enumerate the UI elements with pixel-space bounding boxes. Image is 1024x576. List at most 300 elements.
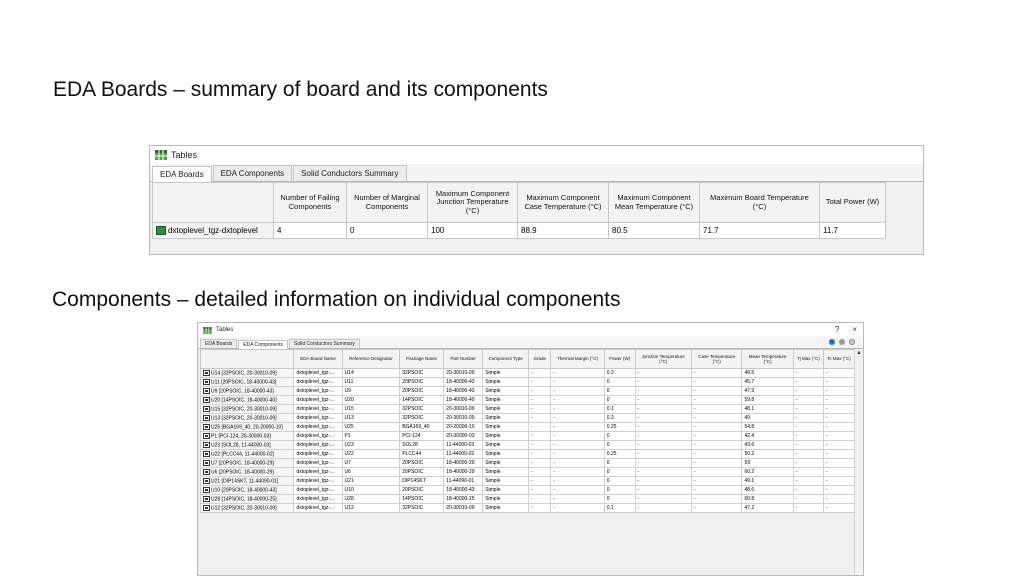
column-header[interactable]: Number of Failing Components xyxy=(274,183,347,223)
column-header[interactable]: Mean Temperature (°C) xyxy=(742,350,793,369)
table-cell[interactable]: SOL28 xyxy=(400,441,444,450)
table-cell[interactable]: - xyxy=(691,396,741,405)
table-cell[interactable]: - xyxy=(691,432,741,441)
table-cell[interactable]: Simple xyxy=(483,459,529,468)
table-cell[interactable]: 100 xyxy=(428,223,518,239)
table-cell[interactable]: 18-40000-43 xyxy=(444,387,483,396)
table-cell[interactable]: - xyxy=(551,378,604,387)
table-cell[interactable]: - xyxy=(529,459,551,468)
table-cell[interactable]: - xyxy=(691,441,741,450)
table-cell[interactable]: 32PSOIC xyxy=(400,405,444,414)
table-cell[interactable]: - xyxy=(551,450,604,459)
table-cell[interactable]: dxtoplevel_tgz-... xyxy=(294,468,342,477)
table-cell[interactable]: 0 xyxy=(604,486,635,495)
component-icon xyxy=(203,469,210,475)
table-cell[interactable]: - xyxy=(635,405,691,414)
table-cell[interactable]: U11 xyxy=(342,378,400,387)
column-header[interactable]: Tj Max (°C) xyxy=(793,350,823,369)
row-header[interactable] xyxy=(201,387,294,396)
tab-eda-components[interactable]: EDA Components xyxy=(238,340,288,349)
table-row[interactable] xyxy=(201,477,855,486)
table-cell[interactable]: dxtoplevel_tgz-... xyxy=(294,387,342,396)
table-cell[interactable]: - xyxy=(793,504,823,513)
table-cell[interactable]: - xyxy=(551,396,604,405)
table-cell[interactable]: 60.2 xyxy=(742,468,793,477)
table-cell[interactable]: 32PSOIC xyxy=(400,369,444,378)
table-cell[interactable]: 0.2 xyxy=(604,414,635,423)
row-header[interactable] xyxy=(201,432,294,441)
table-cell[interactable]: - xyxy=(823,468,854,477)
table-cell[interactable]: U22 xyxy=(342,450,400,459)
table-cell[interactable]: dxtoplevel_tgz-... xyxy=(294,423,342,432)
table-cell[interactable]: - xyxy=(691,504,741,513)
table-row[interactable] xyxy=(201,378,855,387)
table-cell[interactable]: 48.5 xyxy=(742,369,793,378)
info-icon[interactable] xyxy=(829,339,835,345)
table-row[interactable] xyxy=(201,432,855,441)
table-cell[interactable]: Simple xyxy=(483,414,529,423)
table-row[interactable] xyxy=(201,369,855,378)
table-cell[interactable]: - xyxy=(529,477,551,486)
table-cell[interactable]: - xyxy=(793,414,823,423)
table-cell[interactable]: - xyxy=(823,378,854,387)
table-cell[interactable]: - xyxy=(691,450,741,459)
table-cell[interactable]: 47.9 xyxy=(742,387,793,396)
table-cell[interactable]: 0 xyxy=(604,468,635,477)
settings-icon[interactable] xyxy=(839,339,845,345)
table-cell[interactable]: 18-40000-40 xyxy=(444,396,483,405)
table-cell[interactable]: Simple xyxy=(483,504,529,513)
table-cell[interactable]: BGA169_40 xyxy=(400,423,444,432)
table-cell[interactable]: 0 xyxy=(604,495,635,504)
table-cell[interactable]: - xyxy=(823,387,854,396)
tab-eda-components[interactable]: EDA Components xyxy=(213,165,293,181)
table-cell[interactable]: - xyxy=(635,468,691,477)
table-cell[interactable]: - xyxy=(823,432,854,441)
table-cell[interactable]: Simple xyxy=(483,423,529,432)
table-cell[interactable]: 71.7 xyxy=(700,223,820,239)
table-cell[interactable]: - xyxy=(793,405,823,414)
table-cell[interactable]: - xyxy=(691,387,741,396)
table-cell[interactable]: dxtoplevel_tgz-... xyxy=(294,504,342,513)
table-cell[interactable]: dxtoplevel_tgz-... xyxy=(294,450,342,459)
table-cell[interactable]: dxtoplevel_tgz-... xyxy=(294,396,342,405)
row-header[interactable] xyxy=(201,423,294,432)
table-cell[interactable]: - xyxy=(635,441,691,450)
table-cell[interactable]: 0.25 xyxy=(604,450,635,459)
table-cell[interactable]: - xyxy=(793,396,823,405)
table-cell[interactable]: Simple xyxy=(483,396,529,405)
table-cell[interactable]: - xyxy=(635,378,691,387)
row-header[interactable] xyxy=(201,459,294,468)
table-cell[interactable]: - xyxy=(529,495,551,504)
window-controls xyxy=(835,325,857,334)
table-cell[interactable]: - xyxy=(529,486,551,495)
table-cell[interactable]: PLCC44 xyxy=(400,450,444,459)
row-header[interactable] xyxy=(201,495,294,504)
table-cell[interactable]: U10 xyxy=(342,486,400,495)
table-cell[interactable]: - xyxy=(529,504,551,513)
table-row[interactable] xyxy=(201,459,855,468)
table-cell[interactable]: dxtoplevel_tgz-... xyxy=(294,486,342,495)
table-cell[interactable]: - xyxy=(793,495,823,504)
table-cell[interactable]: 59 xyxy=(742,459,793,468)
table-cell[interactable]: - xyxy=(635,450,691,459)
table-cell[interactable]: - xyxy=(529,405,551,414)
table-cell[interactable]: 20PSOIC xyxy=(400,387,444,396)
table-cell[interactable]: - xyxy=(823,459,854,468)
table-cell[interactable]: - xyxy=(691,468,741,477)
column-header[interactable]: Maximum Component Mean Temperature (°C) xyxy=(609,183,700,223)
table-cell[interactable]: - xyxy=(551,369,604,378)
row-header[interactable] xyxy=(201,450,294,459)
table-cell[interactable]: Simple xyxy=(483,405,529,414)
table-cell[interactable]: Simple xyxy=(483,450,529,459)
table-cell[interactable]: U12 xyxy=(342,504,400,513)
table-row[interactable] xyxy=(201,468,855,477)
table-cell[interactable]: - xyxy=(823,450,854,459)
table-cell[interactable]: - xyxy=(823,405,854,414)
table-cell[interactable]: - xyxy=(529,468,551,477)
table-cell[interactable]: - xyxy=(691,414,741,423)
table-cell[interactable]: - xyxy=(635,459,691,468)
table-cell[interactable]: - xyxy=(793,468,823,477)
table-cell[interactable]: U21 xyxy=(342,477,400,486)
table-cell[interactable]: 20-30010-09 xyxy=(444,405,483,414)
table-cell[interactable]: - xyxy=(793,459,823,468)
section-heading-components: Components – detailed information on individual components xyxy=(52,288,621,311)
table-cell[interactable]: 0 xyxy=(604,477,635,486)
table-cell[interactable]: - xyxy=(635,387,691,396)
table-cell[interactable]: U23 xyxy=(342,441,400,450)
table-cell[interactable]: 20-30000-03 xyxy=(444,432,483,441)
table-row[interactable] xyxy=(201,396,855,405)
component-name: U13 [32PSOIC, 20-30010-09] xyxy=(211,415,277,422)
table-cell[interactable]: - xyxy=(691,486,741,495)
table-cell[interactable]: - xyxy=(823,504,854,513)
table-cell[interactable]: dxtoplevel_tgz-... xyxy=(294,369,342,378)
table-row[interactable] xyxy=(201,504,855,513)
table-cell[interactable]: - xyxy=(823,441,854,450)
table-cell[interactable]: Simple xyxy=(483,495,529,504)
table-cell[interactable]: - xyxy=(823,477,854,486)
table-row[interactable] xyxy=(201,495,855,504)
table-cell[interactable]: - xyxy=(551,441,604,450)
window-title: Tables xyxy=(171,150,198,160)
scroll-up-arrow[interactable]: ▲ xyxy=(856,350,862,356)
column-header[interactable]: Junction Temperature (°C) xyxy=(635,350,691,369)
table-cell[interactable]: 49.1 xyxy=(742,477,793,486)
table-cell[interactable]: 18-40000-43 xyxy=(444,378,483,387)
table-cell[interactable]: - xyxy=(793,378,823,387)
table-cell[interactable]: U6 xyxy=(342,468,400,477)
table-cell[interactable]: - xyxy=(635,432,691,441)
column-header[interactable]: Reference Designator xyxy=(342,350,400,369)
column-header[interactable]: Maximum Component Junction Temperature (°C) xyxy=(428,183,518,223)
table-cell[interactable]: - xyxy=(793,486,823,495)
row-header[interactable] xyxy=(201,468,294,477)
table-cell[interactable]: dxtoplevel_tgz-... xyxy=(294,477,342,486)
table-cell[interactable]: 18-40000-25 xyxy=(444,495,483,504)
table-cell[interactable]: - xyxy=(793,423,823,432)
column-header[interactable]: Maximum Component Case Temperature (°C) xyxy=(518,183,609,223)
column-header[interactable]: EDA Board Name xyxy=(294,350,342,369)
table-row[interactable] xyxy=(153,223,886,239)
table-cell[interactable]: 0 xyxy=(604,387,635,396)
table-cell[interactable]: - xyxy=(551,486,604,495)
table-cell[interactable]: - xyxy=(551,504,604,513)
table-cell[interactable]: 0 xyxy=(604,432,635,441)
table-cell[interactable]: 18-40000-29 xyxy=(444,459,483,468)
column-header[interactable]: Case Temperature (°C) xyxy=(691,350,741,369)
component-icon xyxy=(203,406,210,412)
table-cell[interactable]: 0.1 xyxy=(604,405,635,414)
table-cell[interactable]: - xyxy=(691,495,741,504)
row-header[interactable] xyxy=(201,396,294,405)
table-cell[interactable]: 20PSOIC xyxy=(400,468,444,477)
table-cell[interactable]: 47.2 xyxy=(742,504,793,513)
component-icon xyxy=(203,478,210,484)
table-cell[interactable]: - xyxy=(691,423,741,432)
column-header[interactable]: Number of Marginal Components xyxy=(347,183,428,223)
table-cell[interactable]: 0.1 xyxy=(604,504,635,513)
table-cell[interactable]: - xyxy=(635,396,691,405)
table-cell[interactable]: U15 xyxy=(342,405,400,414)
table-cell[interactable]: - xyxy=(529,450,551,459)
table-cell[interactable]: - xyxy=(551,468,604,477)
table-cell[interactable]: 88.9 xyxy=(518,223,609,239)
window-titlebar xyxy=(150,146,923,164)
table-cell[interactable]: - xyxy=(551,414,604,423)
table-cell[interactable]: dxtoplevel_tgz-... xyxy=(294,405,342,414)
table-cell[interactable]: 11-44000-03 xyxy=(444,441,483,450)
table-cell[interactable]: - xyxy=(691,477,741,486)
table-cell[interactable]: Simple xyxy=(483,387,529,396)
table-cell[interactable]: - xyxy=(529,423,551,432)
row-header[interactable] xyxy=(201,405,294,414)
table-cell[interactable]: - xyxy=(529,378,551,387)
close-button[interactable]: × xyxy=(852,325,857,334)
table-cell[interactable]: dxtoplevel_tgz-... xyxy=(294,495,342,504)
table-cell[interactable]: 59.8 xyxy=(742,396,793,405)
table-cell[interactable]: U9 xyxy=(342,387,400,396)
table-cell[interactable]: Simple xyxy=(483,432,529,441)
table-cell[interactable]: PCI-124 xyxy=(400,432,444,441)
table-cell[interactable]: 0 xyxy=(604,396,635,405)
table-cell[interactable]: Simple xyxy=(483,441,529,450)
table-cell[interactable]: - xyxy=(551,459,604,468)
table-cell[interactable]: 0.25 xyxy=(604,423,635,432)
table-cell[interactable]: - xyxy=(635,486,691,495)
table-cell[interactable]: - xyxy=(635,495,691,504)
table-cell[interactable]: 4 xyxy=(274,223,347,239)
table-cell[interactable]: 80.5 xyxy=(609,223,700,239)
column-header[interactable]: Component Type xyxy=(483,350,529,369)
table-cell[interactable]: Simple xyxy=(483,369,529,378)
table-row[interactable] xyxy=(201,486,855,495)
table-cell[interactable]: 50.2 xyxy=(742,450,793,459)
window-title: Tables xyxy=(216,327,234,333)
table-cell[interactable]: 18-40000-29 xyxy=(444,468,483,477)
table-cell[interactable]: 20-20000-10 xyxy=(444,423,483,432)
table-cell[interactable]: - xyxy=(635,414,691,423)
table-cell[interactable]: U13 xyxy=(342,414,400,423)
table-cell[interactable]: - xyxy=(529,414,551,423)
table-cell[interactable]: dxtoplevel_tgz-... xyxy=(294,441,342,450)
table-cell[interactable]: P1 xyxy=(342,432,400,441)
table-cell[interactable]: dxtoplevel_tgz-... xyxy=(294,414,342,423)
table-cell[interactable]: dxtoplevel_tgz-... xyxy=(294,378,342,387)
table-cell[interactable]: - xyxy=(529,396,551,405)
table-cell[interactable]: - xyxy=(551,432,604,441)
table-cell[interactable]: - xyxy=(635,423,691,432)
table-cell[interactable]: 0.2 xyxy=(604,369,635,378)
help-button[interactable]: ? xyxy=(834,325,840,334)
table-cell[interactable]: - xyxy=(551,387,604,396)
table-cell[interactable]: - xyxy=(823,414,854,423)
table-cell[interactable]: - xyxy=(635,477,691,486)
table-cell[interactable]: - xyxy=(691,405,741,414)
table-cell[interactable]: 14PSOIC xyxy=(400,495,444,504)
column-header[interactable]: Thermal Margin (°C) xyxy=(551,350,604,369)
table-cell[interactable]: 0 xyxy=(604,378,635,387)
table-cell[interactable]: 11-44090-01 xyxy=(444,477,483,486)
table-cell[interactable]: 32PSOIC xyxy=(400,414,444,423)
table-cell[interactable]: 20-30010-09 xyxy=(444,414,483,423)
row-header[interactable] xyxy=(201,414,294,423)
row-header[interactable] xyxy=(201,369,294,378)
row-header[interactable] xyxy=(201,477,294,486)
table-cell[interactable]: 0 xyxy=(604,441,635,450)
table-cell[interactable]: Simple xyxy=(483,477,529,486)
table-cell[interactable]: U14 xyxy=(342,369,400,378)
row-header[interactable] xyxy=(201,504,294,513)
table-cell[interactable]: 45.7 xyxy=(742,378,793,387)
table-cell[interactable]: - xyxy=(635,369,691,378)
component-name: P1 [PCI-124, 20-30000-03] xyxy=(211,433,271,440)
table-cell[interactable]: - xyxy=(529,387,551,396)
table-cell[interactable]: - xyxy=(551,405,604,414)
table-cell[interactable]: 48.6 xyxy=(742,486,793,495)
table-cell[interactable]: 20-30010-09 xyxy=(444,369,483,378)
table-cell[interactable]: 42.4 xyxy=(742,432,793,441)
table-row[interactable] xyxy=(201,414,855,423)
table-cell[interactable]: - xyxy=(691,378,741,387)
table-cell[interactable]: Simple xyxy=(483,468,529,477)
column-header[interactable]: Total Power (W) xyxy=(820,183,886,223)
table-row[interactable] xyxy=(201,441,855,450)
table-cell[interactable]: - xyxy=(793,369,823,378)
table-cell[interactable]: 20PSOIC xyxy=(400,378,444,387)
table-cell[interactable]: 20PSOIC xyxy=(400,486,444,495)
table-cell[interactable]: 18-40000-43 xyxy=(444,486,483,495)
component-name: U9 [20PSOIC, 18-40000-43] xyxy=(211,388,274,395)
tab-eda-boards[interactable]: EDA Boards xyxy=(200,339,237,348)
table-cell[interactable]: - xyxy=(551,495,604,504)
table-cell[interactable]: - xyxy=(823,369,854,378)
column-header[interactable]: Maximum Board Temperature (°C) xyxy=(700,183,820,223)
row-header[interactable] xyxy=(201,441,294,450)
table-cell[interactable]: - xyxy=(529,432,551,441)
table-cell[interactable]: - xyxy=(793,450,823,459)
table-cell[interactable]: 0 xyxy=(347,223,428,239)
table-cell[interactable]: U25 xyxy=(342,423,400,432)
table-cell[interactable]: 14PSOIC xyxy=(400,396,444,405)
table-cell[interactable]: - xyxy=(529,441,551,450)
table-cell[interactable]: 60.8 xyxy=(742,495,793,504)
tables-window-components xyxy=(197,322,864,576)
table-cell[interactable]: - xyxy=(691,369,741,378)
column-header[interactable]: Tc Max (°C) xyxy=(823,350,854,369)
tab-eda-boards[interactable]: EDA Boards xyxy=(152,166,212,182)
table-cell[interactable]: - xyxy=(793,432,823,441)
row-header[interactable] xyxy=(153,223,274,239)
table-cell[interactable]: Simple xyxy=(483,486,529,495)
tab-solid-conductors-summary[interactable]: Solid Conductors Summary xyxy=(289,339,360,348)
column-header[interactable]: Power (W) xyxy=(604,350,635,369)
table-cell[interactable]: 11.7 xyxy=(820,223,886,239)
table-cell[interactable]: - xyxy=(635,504,691,513)
table-row[interactable] xyxy=(201,450,855,459)
table-row[interactable] xyxy=(201,405,855,414)
table-cell[interactable]: 43.6 xyxy=(742,441,793,450)
component-icon xyxy=(203,487,210,493)
board-icon xyxy=(156,226,166,235)
component-name: U22 [PLCC44, 11-44000-02] xyxy=(211,451,275,458)
vertical-scrollbar[interactable] xyxy=(854,349,863,575)
table-cell[interactable]: - xyxy=(793,387,823,396)
table-cell[interactable]: DIP14SKT xyxy=(400,477,444,486)
table-cell[interactable]: U20 xyxy=(342,396,400,405)
column-header[interactable]: Grade xyxy=(529,350,551,369)
table-cell[interactable]: - xyxy=(823,396,854,405)
table-cell[interactable]: 20-30010-09 xyxy=(444,504,483,513)
table-cell[interactable]: dxtoplevel_tgz-... xyxy=(294,432,342,441)
table-cell[interactable]: - xyxy=(691,459,741,468)
table-cell[interactable]: 11-44000-02 xyxy=(444,450,483,459)
table-cell[interactable]: 32PSOIC xyxy=(400,504,444,513)
table-row[interactable] xyxy=(201,387,855,396)
table-cell[interactable]: Simple xyxy=(483,378,529,387)
row-header[interactable] xyxy=(201,486,294,495)
table-cell[interactable]: - xyxy=(823,486,854,495)
table-cell[interactable]: - xyxy=(551,477,604,486)
column-header[interactable]: Package Name xyxy=(400,350,444,369)
table-cell[interactable]: - xyxy=(529,369,551,378)
table-cell[interactable]: 48.1 xyxy=(742,405,793,414)
boards-table xyxy=(152,182,886,239)
table-cell[interactable]: 49 xyxy=(742,414,793,423)
table-cell[interactable]: 54.8 xyxy=(742,423,793,432)
table-cell[interactable]: dxtoplevel_tgz-... xyxy=(294,459,342,468)
component-icon xyxy=(203,451,210,457)
table-cell[interactable]: U28 xyxy=(342,495,400,504)
table-cell[interactable]: U7 xyxy=(342,459,400,468)
table-cell[interactable]: - xyxy=(793,441,823,450)
table-cell[interactable]: - xyxy=(793,477,823,486)
table-cell[interactable]: 0 xyxy=(604,459,635,468)
table-cell[interactable]: - xyxy=(551,423,604,432)
table-cell[interactable]: - xyxy=(823,423,854,432)
table-row[interactable] xyxy=(201,423,855,432)
component-name: U15 [32PSOIC, 20-30010-09] xyxy=(211,406,277,413)
table-cell[interactable]: - xyxy=(823,495,854,504)
row-header[interactable] xyxy=(201,378,294,387)
tab-solid-conductors-summary[interactable]: Solid Conductors Summary xyxy=(293,165,406,181)
table-cell[interactable]: 20PSOIC xyxy=(400,459,444,468)
export-icon[interactable] xyxy=(849,339,855,345)
column-header[interactable]: Part Number xyxy=(444,350,483,369)
